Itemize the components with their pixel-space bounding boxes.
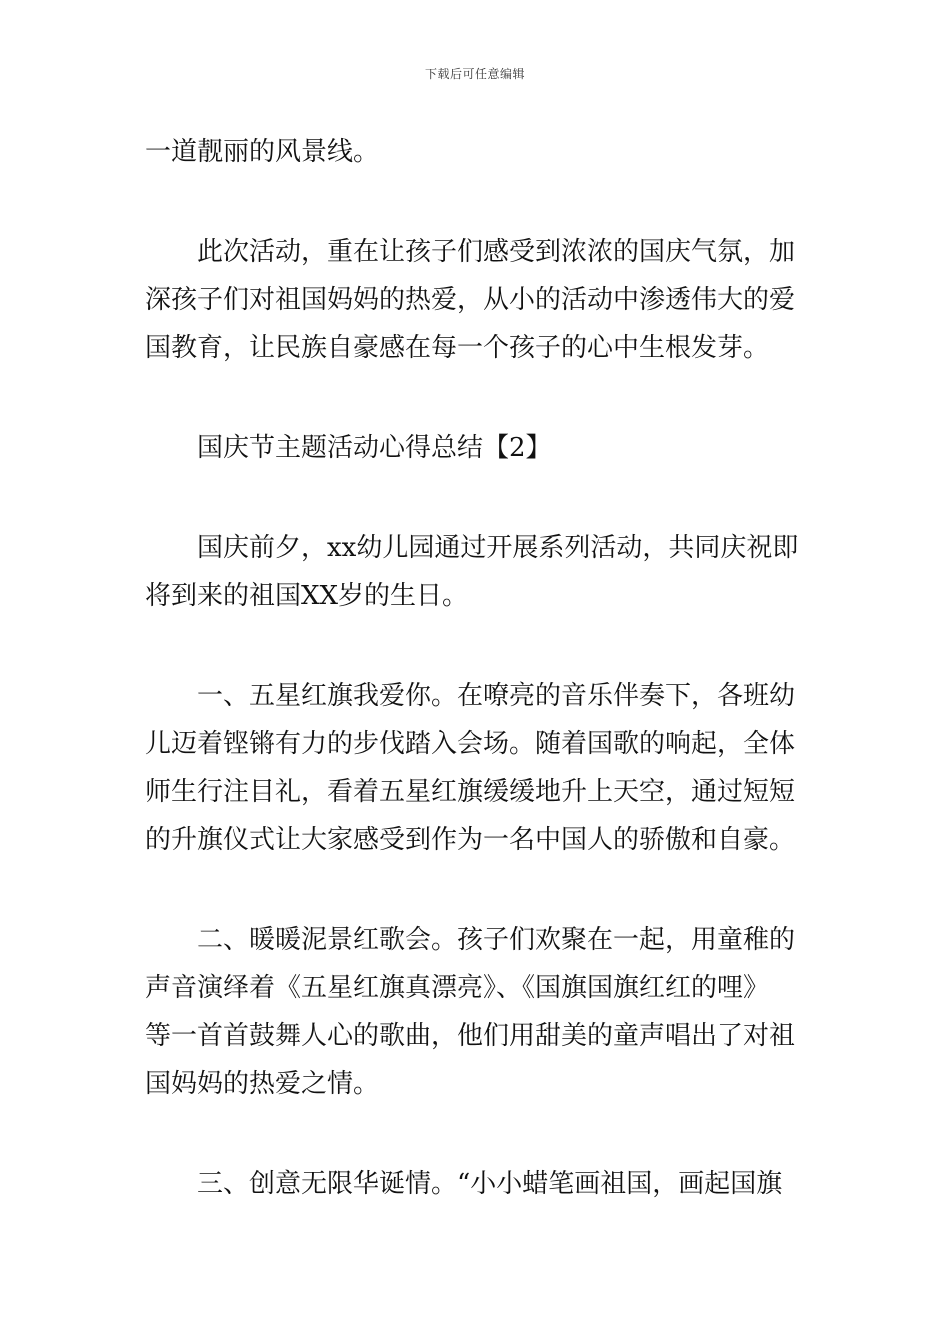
paragraph-line: 一道靓丽的风景线。 [145,137,380,167]
paragraph-5 [145,916,807,1108]
page-header: 下载后可任意编辑 [424,67,525,81]
paragraph-line: 国庆前夕，xx幼儿园通过开展系列活动，共同庆祝即 [197,533,799,563]
paragraph-line: 一、五星红旗我爱你。在嘹亮的音乐伴奏下，各班幼 [197,681,796,711]
paragraph-line: 国妈妈的热爱之情。 [145,1069,380,1099]
paragraph-line: 二、暖暖泥景红歌会。孩子们欢聚在一起，用童稚的 [197,925,796,955]
heading-line: 国庆节主题活动心得总结【2】 [197,433,552,463]
paragraph-line: 的升旗仪式让大家感受到作为一名中国人的骄傲和自豪。 [145,825,796,855]
paragraph-3 [145,524,807,620]
paragraph-line: 师生行注目礼，看着五星红旗缓缓地升上天空，通过短短 [145,777,796,807]
paragraph-line: 国教育，让民族自豪感在每一个孩子的心中生根发芽。 [145,333,770,363]
paragraph-4 [145,672,807,864]
paragraph-line: 等一首首鼓舞人心的歌曲，他们用甜美的童声唱出了对祖 [145,1021,796,1051]
paragraph-6 [145,1160,807,1208]
paragraph-line: 三、创意无限华诞情。“小小蜡笔画祖国，画起国旗 [197,1169,783,1199]
document-body [145,128,807,1260]
paragraph-line: 声音演绎着《五星红旗真漂亮》、《国旗国旗红红的哩》 [145,973,770,1003]
section-heading [145,424,807,472]
paragraph-line: 将到来的祖国XX岁的生日。 [145,581,469,611]
paragraph-1 [145,128,807,176]
paragraph-line: 儿迈着铿锵有力的步伐踏入会场。随着国歌的响起，全体 [145,729,796,759]
paragraph-2 [145,228,807,372]
paragraph-line: 此次活动，重在让孩子们感受到浓浓的国庆气氛，加 [197,237,796,267]
paragraph-line: 深孩子们对祖国妈妈的热爱，从小的活动中渗透伟大的爱 [145,285,796,315]
